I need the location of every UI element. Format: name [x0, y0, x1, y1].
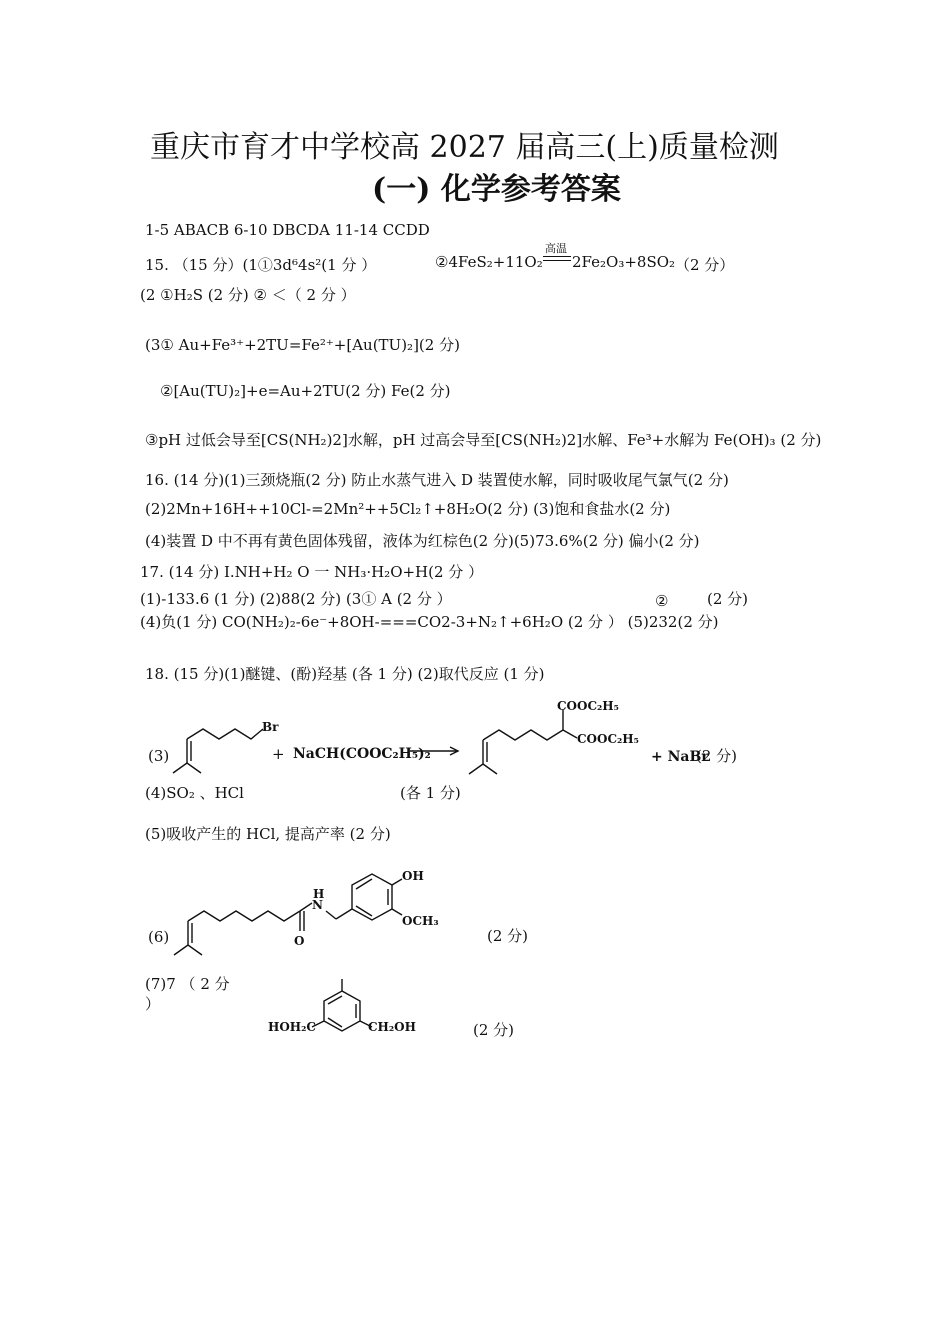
q15-eq-arrow: [543, 256, 571, 261]
q18-p4-score: (各 1 分): [400, 784, 461, 802]
q18-p3-score: (2 分): [696, 747, 738, 765]
q15-eq-condition: 高温: [545, 242, 567, 255]
q15-eq-left: ②4FeS₂+11O₂: [435, 253, 543, 271]
page-subtitle: (一) 化学参考答案: [372, 172, 621, 207]
page-title: 重庆市育才中学校高 2027 届高三(上)质量检测: [150, 130, 779, 165]
q18-p6-score: (2 分): [487, 927, 529, 945]
q16-line2: (2)2Mn+16H++10Cl-=2Mn²++5Cl₂↑+8H₂O(2 分) (3)饱和食盐水(2 分): [145, 500, 671, 518]
q18-plus: +: [272, 745, 285, 763]
q18-reactant-structure: [165, 715, 285, 775]
q18-reagent: NaCH(COOC₂H₅)₂: [293, 746, 431, 762]
q15-line5: ③pH 过低会导至[CS(NH₂)2]水解，pH 过高会导至[CS(NH₂)2]水解、Fe³+水解为 Fe(OH)₃ (2 分): [145, 431, 822, 449]
q18-product-cooc1: COOC₂H₅: [557, 699, 619, 713]
q18-nabr: + NaBr: [651, 749, 709, 765]
q17-line2c: (2 分): [707, 590, 749, 608]
q16-line1: 16. (14 分)(1)三颈烧瓶(2 分) 防止水蒸气进入 D 装置使水解，同时吸收尾气氯气(2 分): [145, 471, 729, 489]
q18-p7-label2: ）: [145, 995, 161, 1013]
q18-p6-h: H: [313, 887, 325, 901]
q18-p7-score: (2 分): [473, 1021, 515, 1039]
q18-p6-label: (6): [148, 928, 170, 946]
q17-line2a: (1)-133.6 (1 分) (2)88(2 分) (3① A (2 分 ）: [140, 590, 452, 608]
q18-p7-structure: [268, 975, 418, 1040]
q15-line3: (3① Au+Fe³⁺+2TU=Fe²⁺+[Au(TU)₂](2 分): [145, 336, 460, 354]
q15-eq-right: 2Fe₂O₃+8SO₂: [572, 253, 676, 271]
q15-line4: ②[Au(TU)₂]+e=Au+2TU(2 分) Fe(2 分): [160, 382, 451, 400]
q17-line2b: ②: [655, 592, 669, 610]
q18-reactant-br: Br: [262, 720, 279, 734]
q15-line2: (2 ①H₂S (2 分) ② ＜（ 2 分 ）: [140, 286, 356, 304]
q18-p6-n: N: [312, 898, 323, 912]
q18-p4: (4)SO₂ 、HCl: [145, 784, 244, 802]
q18-p7-label: (7)7 （ 2 分: [145, 975, 230, 993]
q18-reaction-arrow: [408, 744, 463, 758]
q18-p6-o: O: [294, 934, 305, 948]
q18-product-structure: [465, 698, 645, 778]
q18-p5: (5)吸收产生的 HCl, 提高产率 (2 分): [145, 825, 391, 843]
q17-line1: 17. (14 分) I.NH+H₂ O 一 NH₃·H₂O+H(2 分 ）: [140, 563, 484, 581]
q18-line1: 18. (15 分)(1)醚键、(酚)羟基 (各 1 分) (2)取代反应 (1 分): [145, 665, 545, 683]
q16-line3: (4)装置 D 中不再有黄色固体残留，液体为红棕色(2 分)(5)73.6%(2 分) 偏小(2 分): [145, 532, 700, 550]
q18-p6-oh: OH: [402, 869, 424, 883]
q15-line1a: 15. （15 分）(1①3d⁶4s²(1 分 ）: [145, 256, 377, 274]
q18-product-cooc2: COOC₂H₅: [577, 732, 639, 746]
q18-p6-structure: [170, 865, 460, 960]
q18-p7-left: HOH₂C: [268, 1020, 316, 1034]
q18-p7-right: CH₂OH: [368, 1020, 416, 1034]
q18-p3-label: (3): [148, 747, 170, 765]
q17-line3: (4)负(1 分) CO(NH₂)₂-6e⁻+8OH-===CO2-3+N₂↑+6H₂O (2 分 ） (5)232(2 分): [140, 613, 719, 631]
mc-answers: 1-5 ABACB 6-10 DBCDA 11-14 CCDD: [145, 221, 430, 239]
q18-p6-och3: OCH₃: [402, 914, 439, 928]
q15-score1: （2 分）: [675, 256, 735, 274]
